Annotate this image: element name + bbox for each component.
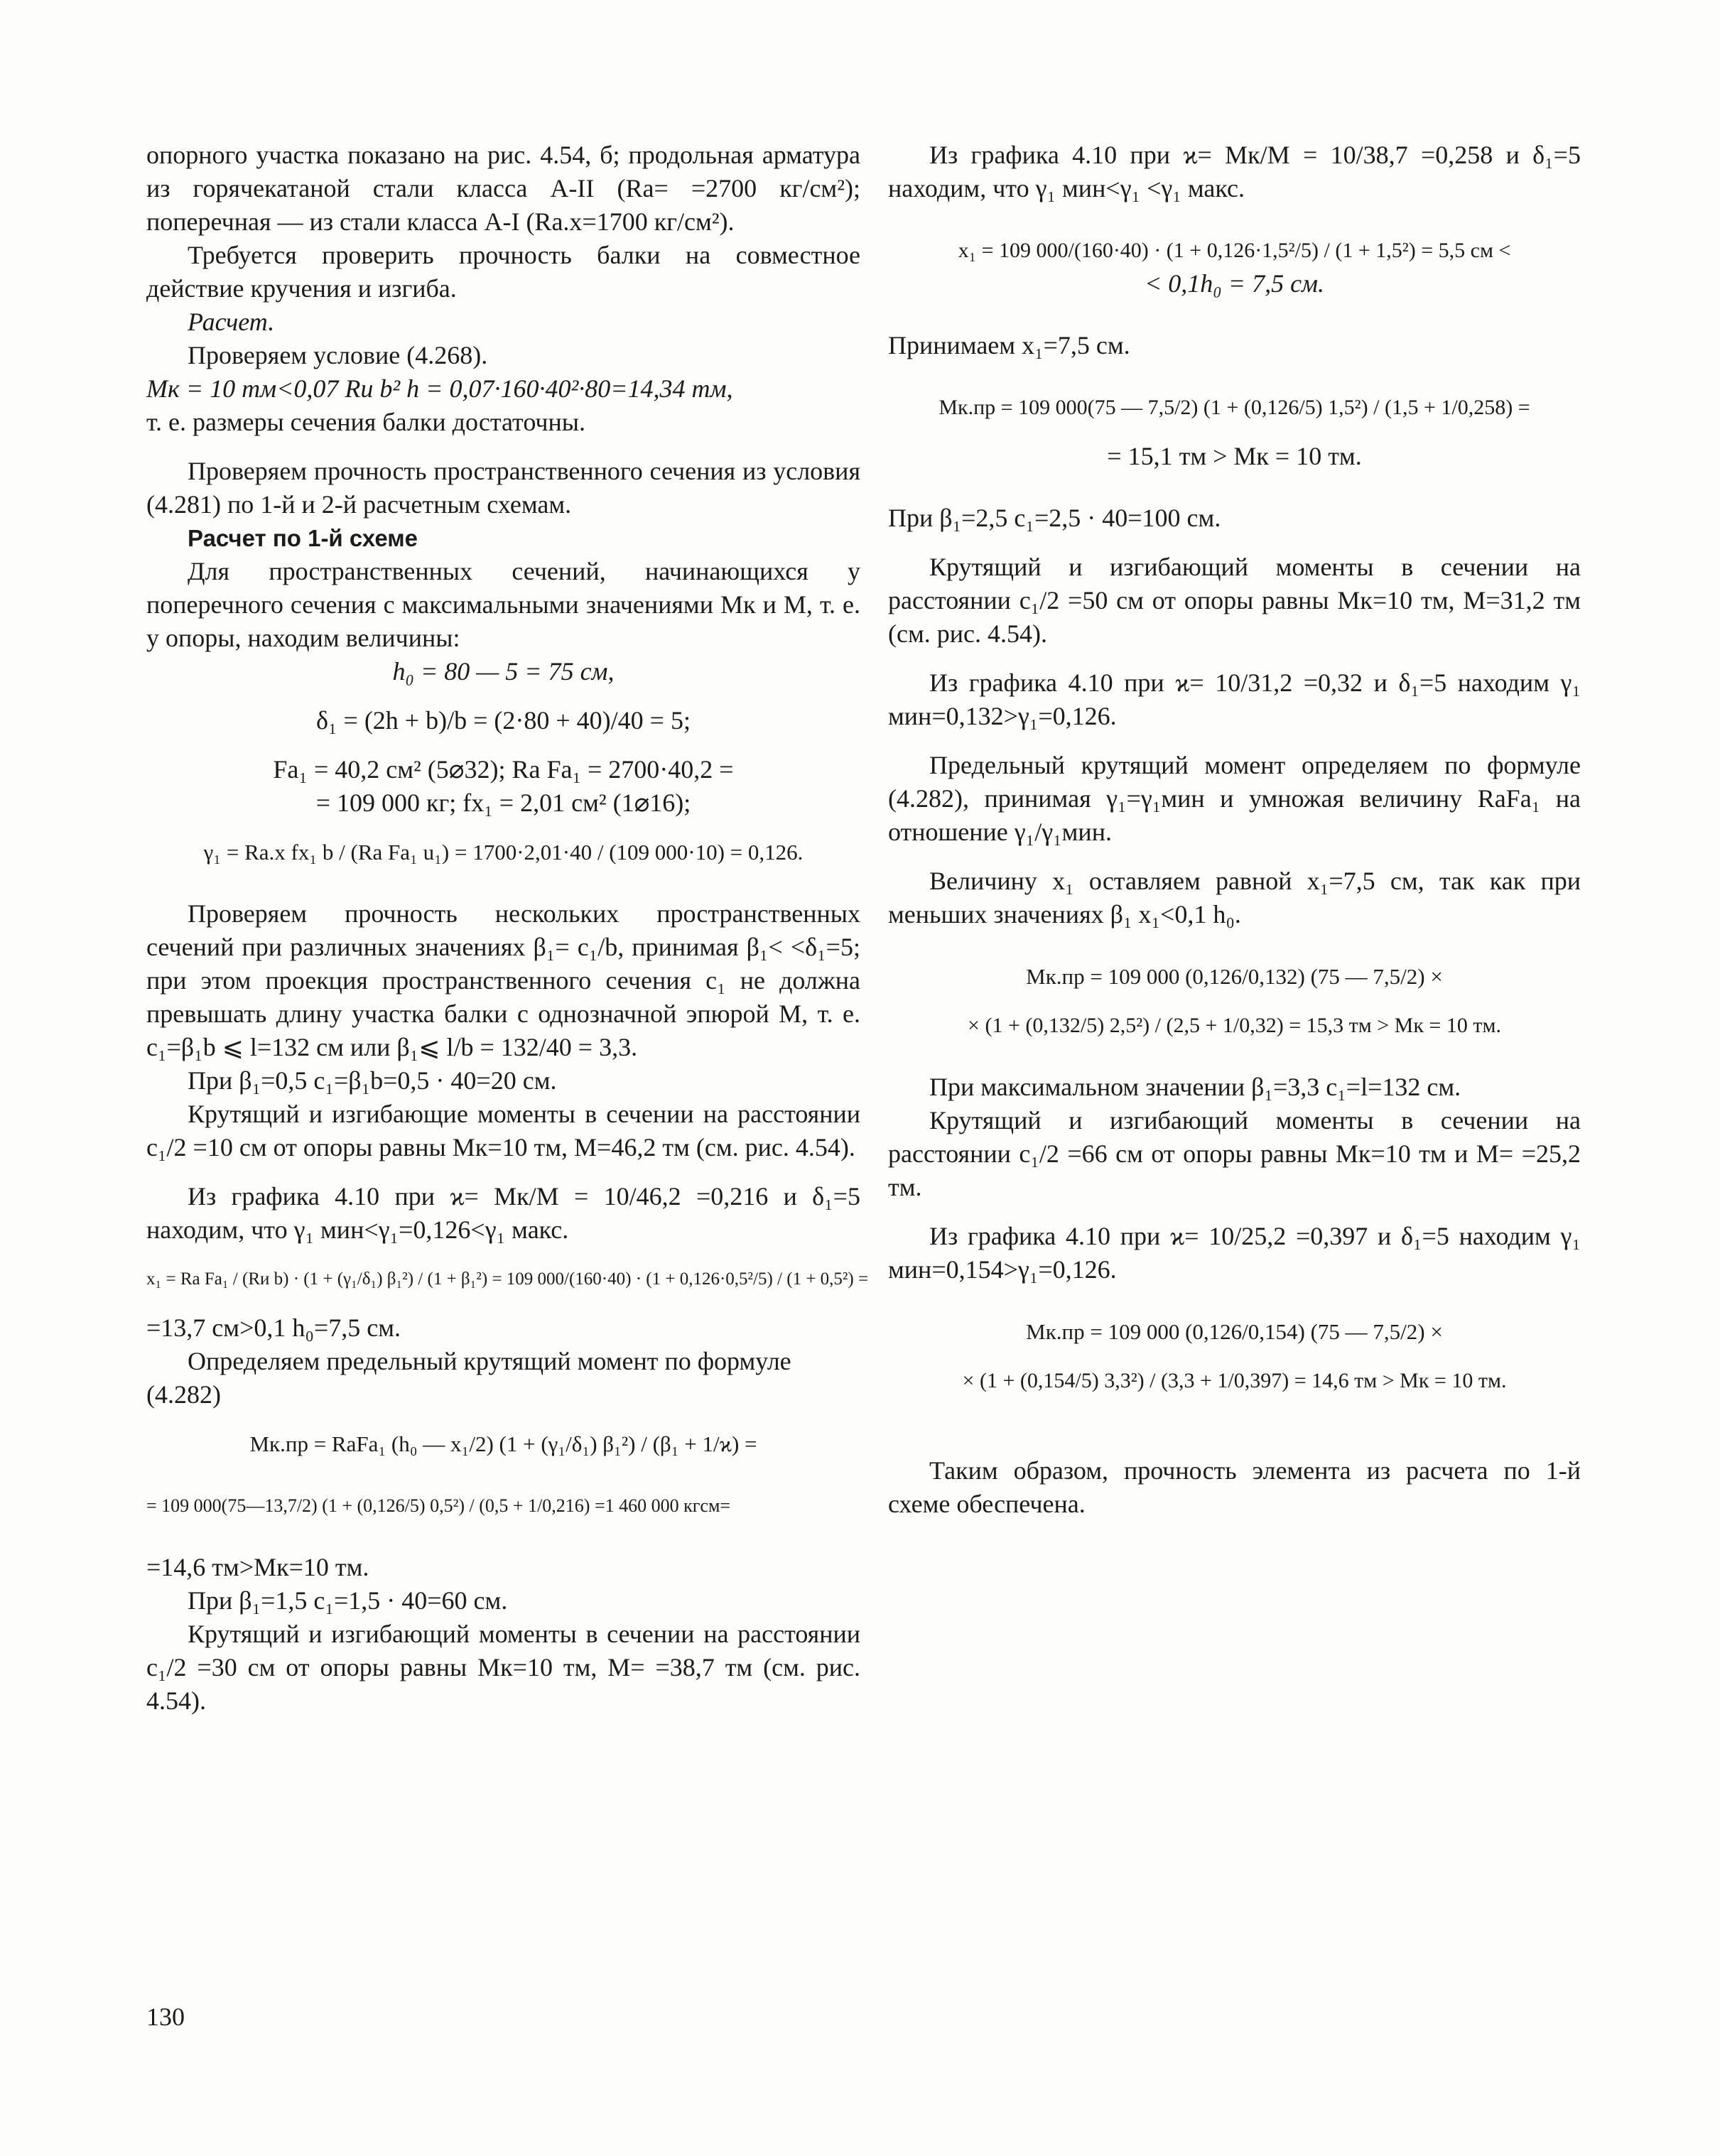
equation: = 15,1 тм > Мк = 10 тм.	[1107, 442, 1362, 470]
left-column	[146, 139, 869, 1718]
paragraph: Проверяем прочность нескольких пространственных сечений при различных значениях β₁= c₁/b, принимая β₁< <δ₁=5; при этом проекция пространственного сечения c₁ не должна превышать длину участка балки с однозначной эпюрой М, т. е. c₁=β₁b ⩽ l=132 см или β₁⩽ l/b = 132/40 = 3,3.	[146, 899, 860, 1061]
equation: x₁ = 109 000/(160·40) · (1 + 0,126·1,5²/5) / (1 + 1,5²) = 5,5 см <	[958, 239, 1511, 262]
paragraph: Величину x₁ оставляем равной x₁=7,5 см, так как при меньших значениях β₁ x₁<0,1 h₀.	[888, 867, 1581, 928]
section-heading: Расчет по 1-й схеме	[188, 525, 418, 551]
paragraph: Требуется проверить прочность балки на совместное действие кручения и изгиба.	[146, 241, 860, 303]
paragraph: Проверяем условие (4.268).	[188, 341, 488, 369]
paragraph: Крутящий и изгибающий моменты в сечении на расстоянии c₁/2 =66 см от опоры равны Мк=10 тм и М= =25,2 тм.	[888, 1106, 1581, 1201]
paragraph: Из графика 4.10 при ϰ= 10/25,2 =0,397 и δ₁=5 находим γ₁ мин=0,154>γ₁=0,126.	[888, 1222, 1581, 1284]
equation: x₁ = Ra Fa₁ / (Rи b) · (1 + (γ₁/δ₁) β₁²) / (1 + β₁²) = 109 000/(160·40) · (1 + 0,126·0,5²/5) / (1 + 0,5²) =	[146, 1269, 869, 1289]
paragraph: Крутящий и изгибающий моменты в сечении на расстоянии c₁/2 =30 см от опоры равны Мк=10 тм, М= =38,7 тм (см. рис. 4.54).	[146, 1620, 860, 1715]
equation: × (1 + (0,154/5) 3,3²) / (3,3 + 1/0,397) = 14,6 тм > Мк = 10 тм.	[962, 1369, 1507, 1392]
paragraph: Расчет.	[188, 308, 275, 336]
equation: Мк.пр = 109 000(75 — 7,5/2) (1 + (0,126/5) 1,5²) / (1,5 + 1/0,258) =	[939, 396, 1530, 419]
equation: Мк.пр = RaFa₁ (h₀ — x₁/2) (1 + (γ₁/δ₁) β₁²) / (β₁ + 1/ϰ) =	[249, 1431, 757, 1456]
right-column	[888, 139, 1581, 1521]
equation: Мк = 10 тм<0,07 Rи b² h = 0,07·160·40²·80=14,34 тм,	[146, 374, 733, 403]
paragraph: Таким образом, прочность элемента из расчета по 1-й схеме обеспечена.	[888, 1456, 1581, 1518]
equation: = 109 000 кг; fx₁ = 2,01 см² (1⌀16);	[315, 789, 691, 817]
paragraph: Из графика 4.10 при ϰ= 10/31,2 =0,32 и δ₁=5 находим γ₁ мин=0,132>γ₁=0,126.	[888, 668, 1581, 730]
equation: γ₁ = Ra.x fx₁ b / (Ra Fa₁ u₁) = 1700·2,01·40 / (109 000·10) = 0,126.	[203, 840, 804, 865]
paragraph: При β₁=1,5 c₁=1,5 · 40=60 см.	[188, 1586, 508, 1615]
paragraph: Из графика 4.10 при ϰ= Мк/М = 10/38,7 =0,258 и δ₁=5 находим, что γ₁ мин<γ₁ <γ₁ макс.	[888, 141, 1581, 202]
equation: × (1 + (0,132/5) 2,5²) / (2,5 + 1/0,32) = 15,3 тм > Мк = 10 тм.	[968, 1014, 1501, 1037]
paragraph: Крутящий и изгибающий моменты в сечении на расстоянии c₁/2 =50 см от опоры равны Мк=10 тм, М=31,2 тм (см. рис. 4.54).	[888, 553, 1581, 648]
paragraph: При β₁=2,5 c₁=2,5 · 40=100 см.	[888, 504, 1221, 532]
paragraph: Проверяем прочность пространственного сечения из условия (4.281) по 1-й и 2-й расчетным схемам.	[146, 457, 860, 519]
equation: Мк.пр = 109 000 (0,126/0,132) (75 — 7,5/2) ×	[1026, 964, 1443, 989]
paragraph: Для пространственных сечений, начинающихся у поперечного сечения с максимальными значениями Мк и М, т. е. у опоры, находим величины:	[146, 557, 860, 652]
page-number: 130	[146, 2003, 185, 2031]
equation: < 0,1h₀ = 7,5 см.	[1144, 269, 1325, 298]
paragraph: =14,6 тм>Мк=10 тм.	[146, 1553, 369, 1581]
paragraph: При β₁=0,5 c₁=β₁b=0,5 · 40=20 см.	[188, 1066, 557, 1095]
paragraph: Из графика 4.10 при ϰ= Мк/М = 10/46,2 =0,216 и δ₁=5 находим, что γ₁ мин<γ₁=0,126<γ₁ макс.	[146, 1182, 860, 1244]
equation: h₀ = 80 — 5 = 75 см,	[392, 657, 615, 686]
equation: Мк.пр = 109 000 (0,126/0,154) (75 — 7,5/2) ×	[1026, 1319, 1443, 1344]
paragraph: Принимаем x₁=7,5 см.	[888, 331, 1130, 359]
paragraph: Предельный крутящий момент определяем по формуле (4.282), принимая γ₁=γ₁мин и умножая величину RaFa₁ на отношение γ₁/γ₁мин.	[888, 751, 1581, 846]
paragraph: =13,7 см>0,1 h₀=7,5 см.	[146, 1313, 401, 1342]
equation: = 109 000(75—13,7/2) (1 + (0,126/5) 0,5²) / (0,5 + 1/0,216) =1 460 000 кгсм=	[146, 1495, 731, 1516]
paragraph: Крутящий и изгибающие моменты в сечении на расстоянии c₁/2 =10 см от опоры равны Мк=10 тм, М=46,2 тм (см. рис. 4.54).	[146, 1100, 860, 1161]
paragraph: т. е. размеры сечения балки достаточны.	[146, 408, 585, 436]
equation: Fa₁ = 40,2 см² (5⌀32); Ra Fa₁ = 2700·40,2 =	[273, 755, 734, 784]
paragraph: При максимальном значении β₁=3,3 c₁=l=132 см.	[929, 1073, 1461, 1101]
paragraph: Определяем предельный крутящий момент по формуле (4.282)	[146, 1347, 791, 1409]
equation: δ₁ = (2h + b)/b = (2·80 + 40)/40 = 5;	[316, 706, 691, 735]
paragraph: опорного участка показано на рис. 4.54, б; продольная арматура из горячекатаной стали класса А-II (Rа= =2700 кг/см²); поперечная — из стали класса А-I (Rа.х=1700 кг/см²).	[146, 141, 860, 236]
